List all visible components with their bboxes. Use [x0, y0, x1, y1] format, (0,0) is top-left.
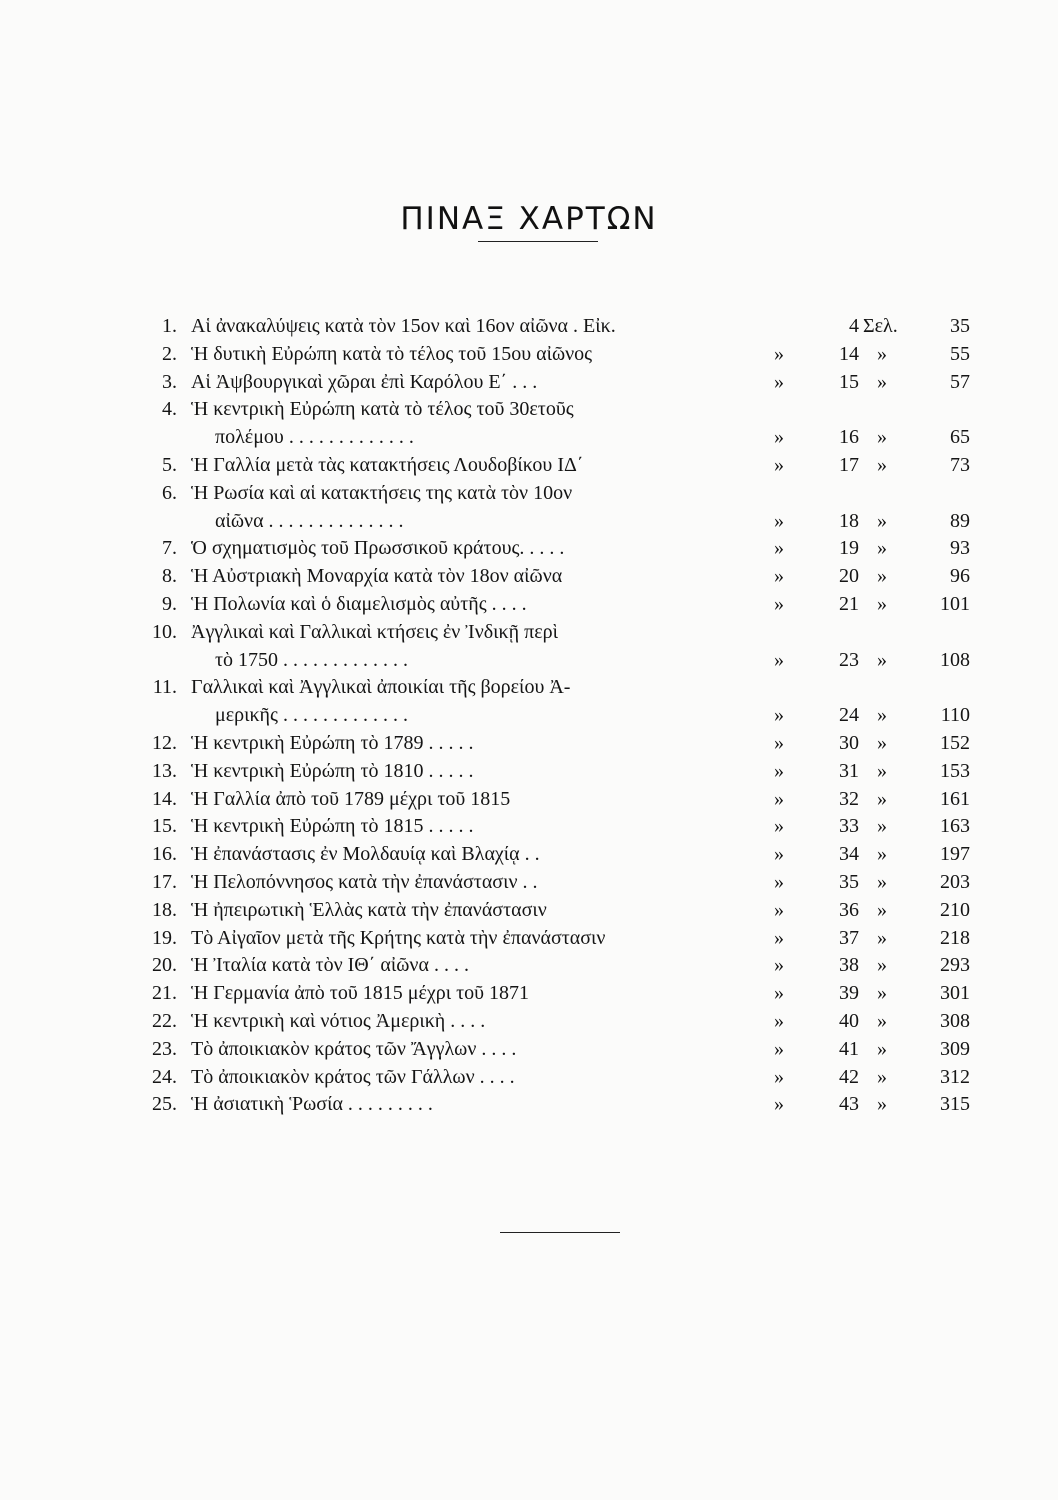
- entry-title: πολέμου . . . . . . . . . . . . .: [215, 426, 414, 449]
- entry-number: 12.: [152, 731, 177, 754]
- ditto-mark: »: [774, 426, 784, 449]
- entry-number: 1.: [162, 315, 177, 337]
- list-item: [145, 897, 975, 925]
- entry-number: 18.: [152, 898, 177, 921]
- entry-page-number: 65: [950, 426, 970, 449]
- entry-map-number: 4: [849, 315, 859, 337]
- list-item: [145, 674, 975, 702]
- page-title: ΠΙΝΑΞ ΧΑΡΤΩΝ: [400, 200, 658, 237]
- entry-map-number: 35: [839, 870, 859, 893]
- entry-title: Ἡ Γαλλία μετὰ τὰς κατακτήσεις Λουδοβίκου ΙΔ΄: [191, 453, 584, 476]
- entry-page-number: 89: [950, 509, 970, 532]
- entry-page-number: 101: [940, 592, 970, 615]
- entry-map-number: 30: [839, 731, 859, 754]
- entry-number: 13.: [152, 759, 177, 782]
- entry-map-number: 34: [839, 843, 859, 866]
- ditto-mark: »: [877, 342, 887, 365]
- entry-page-number: 308: [940, 1009, 970, 1032]
- entry-map-number: 39: [839, 982, 859, 1005]
- entry-map-number: 41: [839, 1037, 859, 1060]
- list-item: [145, 563, 975, 591]
- list-item: [145, 813, 975, 841]
- entry-number: 21.: [152, 982, 177, 1005]
- entry-number: 14.: [152, 787, 177, 810]
- entry-title: Ἡ κεντρικὴ Εὐρώπη κατὰ τὸ τέλος τοῦ 30ετοῦς: [191, 398, 574, 421]
- entry-map-number: 24: [839, 704, 859, 727]
- entry-page-number: 293: [940, 954, 970, 977]
- entry-title: Ἡ Ἰταλία κατὰ τὸν ΙΘ΄ αἰῶνα . . . .: [191, 954, 469, 977]
- ditto-mark: »: [774, 982, 784, 1005]
- list-item: [145, 396, 975, 424]
- entry-title: Ὁ σχηματισμὸς τοῦ Πρωσσικοῦ κράτους. . . . .: [191, 537, 565, 560]
- list-item: [145, 535, 975, 563]
- ditto-mark: »: [877, 954, 887, 977]
- entry-map-number: 18: [839, 509, 859, 532]
- entry-number: 3.: [162, 370, 177, 393]
- ditto-mark: »: [774, 1009, 784, 1032]
- maps-index-list: [145, 313, 975, 1119]
- list-item: [145, 1091, 975, 1119]
- list-item: [145, 508, 975, 536]
- entry-title: Τὸ ἀποικιακὸν κράτος τῶν Γάλλων . . . .: [191, 1065, 515, 1088]
- ditto-mark: »: [774, 1093, 784, 1116]
- ditto-mark: »: [877, 926, 887, 949]
- ditto-mark: »: [877, 787, 887, 810]
- ditto-mark: »: [774, 731, 784, 754]
- entry-page-number: 152: [940, 731, 970, 754]
- entry-title: Ἡ κεντρικὴ καὶ νότιος Ἀμερικὴ . . . .: [191, 1009, 486, 1032]
- entry-number: 7.: [162, 537, 177, 560]
- entry-map-number: 36: [839, 898, 859, 921]
- list-item: [145, 952, 975, 980]
- entry-page-number: 197: [940, 843, 970, 866]
- entry-title: Ἡ Ρωσία καὶ αἱ κατακτήσεις της κατὰ τὸν 10ον: [191, 481, 573, 504]
- ditto-mark: »: [877, 1037, 887, 1060]
- ditto-mark: »: [774, 537, 784, 560]
- list-item: [145, 841, 975, 869]
- list-item: [145, 341, 975, 369]
- entry-page-number: 55: [950, 342, 970, 365]
- entry-map-number: 32: [839, 787, 859, 810]
- entry-page-number: 35: [950, 315, 970, 337]
- ditto-mark: »: [877, 1093, 887, 1116]
- list-item: [145, 758, 975, 786]
- entry-title: Αἱ ἀνακαλύψεις κατὰ τὸν 15ον καὶ 16ον αἰῶνα . Εἰκ.: [191, 315, 616, 337]
- entry-number: 24.: [152, 1065, 177, 1088]
- entry-title: Αἱ Ἀψβουργικαὶ χῶραι ἐπὶ Καρόλου Ε΄ . . .: [191, 370, 538, 393]
- entry-title: Ἡ ἐπανάστασις ἐν Μολδαυίᾳ καὶ Βλαχίᾳ . .: [191, 843, 540, 866]
- ditto-mark: »: [877, 565, 887, 588]
- list-item: [145, 925, 975, 953]
- entry-map-number: 14: [839, 342, 859, 365]
- ditto-mark: »: [774, 759, 784, 782]
- ditto-mark: »: [774, 926, 784, 949]
- entry-map-number: 42: [839, 1065, 859, 1088]
- entry-map-number: 43: [839, 1093, 859, 1116]
- entry-number: 5.: [162, 453, 177, 476]
- ditto-mark: »: [774, 870, 784, 893]
- entry-map-number: 33: [839, 815, 859, 838]
- entry-page-number: 57: [950, 370, 970, 393]
- entry-number: 8.: [162, 565, 177, 588]
- entry-title: αἰῶνα . . . . . . . . . . . . . .: [215, 509, 404, 532]
- title-divider: [478, 241, 598, 242]
- entry-page-number: 210: [940, 898, 970, 921]
- ditto-mark: »: [877, 648, 887, 671]
- entry-page-number: 203: [940, 870, 970, 893]
- ditto-mark: »: [877, 537, 887, 560]
- entry-title: Ἡ κεντρικὴ Εὐρώπη τὸ 1789 . . . . .: [191, 731, 474, 754]
- ditto-mark: »: [774, 370, 784, 393]
- entry-number: 6.: [162, 481, 177, 504]
- ditto-mark: »: [774, 815, 784, 838]
- entry-map-number: 38: [839, 954, 859, 977]
- ditto-mark: »: [877, 370, 887, 393]
- ditto-mark: »: [774, 704, 784, 727]
- ditto-mark: »: [877, 815, 887, 838]
- entry-map-number: 31: [839, 759, 859, 782]
- ditto-mark: »: [774, 1065, 784, 1088]
- ditto-mark: »: [877, 453, 887, 476]
- entry-number: 25.: [152, 1093, 177, 1116]
- ditto-mark: »: [877, 982, 887, 1005]
- entry-map-number: 15: [839, 370, 859, 393]
- ditto-mark: »: [774, 453, 784, 476]
- entry-page-number: 161: [940, 787, 970, 810]
- ditto-mark: »: [877, 843, 887, 866]
- entry-page-number: 163: [940, 815, 970, 838]
- entry-number: 17.: [152, 870, 177, 893]
- ditto-mark: »: [877, 759, 887, 782]
- entry-page-number: 93: [950, 537, 970, 560]
- entry-page-number: 108: [940, 648, 970, 671]
- entry-number: 15.: [152, 815, 177, 838]
- entry-page-label: Σελ.: [863, 315, 898, 337]
- entry-number: 23.: [152, 1037, 177, 1060]
- list-item: [145, 1008, 975, 1036]
- list-item: [145, 1036, 975, 1064]
- ditto-mark: »: [877, 898, 887, 921]
- entry-number: 10.: [152, 620, 177, 643]
- entry-map-number: 21: [839, 592, 859, 615]
- entry-page-number: 110: [940, 704, 970, 727]
- entry-number: 4.: [162, 398, 177, 421]
- list-item: [145, 702, 975, 730]
- entry-page-number: 218: [940, 926, 970, 949]
- list-item: [145, 869, 975, 897]
- entry-title: Ἡ Πελοπόννησος κατὰ τὴν ἐπανάστασιν . .: [191, 870, 538, 893]
- entry-number: 2.: [162, 342, 177, 365]
- entry-title: Ἡ ἠπειρωτικὴ Ἑλλὰς κατὰ τὴν ἐπανάστασιν: [191, 898, 547, 921]
- entry-number: 9.: [162, 592, 177, 615]
- entry-title: Ἡ Γαλλία ἀπὸ τοῦ 1789 μέχρι τοῦ 1815: [191, 787, 511, 810]
- entry-number: 16.: [152, 843, 177, 866]
- list-item: [145, 647, 975, 675]
- ditto-mark: »: [774, 787, 784, 810]
- list-item: [145, 591, 975, 619]
- entry-page-number: 96: [950, 565, 970, 588]
- list-item: [145, 452, 975, 480]
- ditto-mark: »: [774, 592, 784, 615]
- ditto-mark: »: [877, 704, 887, 727]
- entry-number: 19.: [152, 926, 177, 949]
- ditto-mark: »: [774, 843, 784, 866]
- ditto-mark: »: [877, 1065, 887, 1088]
- ditto-mark: »: [774, 565, 784, 588]
- entry-map-number: 40: [839, 1009, 859, 1032]
- ditto-mark: »: [877, 592, 887, 615]
- ditto-mark: »: [877, 509, 887, 532]
- entry-title: Ἡ κεντρικὴ Εὐρώπη τὸ 1815 . . . . .: [191, 815, 474, 838]
- entry-title: μερικῆς . . . . . . . . . . . . .: [215, 704, 408, 727]
- entry-map-number: 16: [839, 426, 859, 449]
- entry-title: Τὸ ἀποικιακὸν κράτος τῶν Ἄγγλων . . . .: [191, 1037, 517, 1060]
- entry-page-number: 309: [940, 1037, 970, 1060]
- entry-title: Ἡ Γερμανία ἀπὸ τοῦ 1815 μέχρι τοῦ 1871: [191, 982, 530, 1005]
- entry-title: Ἡ Αὐστριακὴ Μοναρχία κατὰ τὸν 18ον αἰῶνα: [191, 565, 563, 588]
- entry-page-number: 73: [950, 453, 970, 476]
- entry-number: 22.: [152, 1009, 177, 1032]
- ditto-mark: »: [774, 509, 784, 532]
- entry-title: Ἡ κεντρικὴ Εὐρώπη τὸ 1810 . . . . .: [191, 759, 474, 782]
- entry-map-number: 37: [839, 926, 859, 949]
- entry-title: Ἡ ἀσιατικὴ Ῥωσία . . . . . . . . .: [191, 1093, 433, 1116]
- list-item: [145, 786, 975, 814]
- list-item: [145, 1064, 975, 1092]
- entry-map-number: 17: [839, 453, 859, 476]
- list-item: [145, 980, 975, 1008]
- entry-title: Γαλλικαὶ καὶ Ἀγγλικαὶ ἀποικίαι τῆς βορείου Ἀ-: [191, 676, 571, 699]
- ditto-mark: »: [877, 426, 887, 449]
- list-item: [145, 730, 975, 758]
- ditto-mark: »: [877, 1009, 887, 1032]
- list-item: [145, 313, 975, 341]
- entry-page-number: 301: [940, 982, 970, 1005]
- ditto-mark: »: [774, 954, 784, 977]
- list-item: [145, 619, 975, 647]
- ditto-mark: »: [774, 898, 784, 921]
- entry-title: Τὸ Αἰγαῖον μετὰ τῆς Κρήτης κατὰ τὴν ἐπανάστασιν: [191, 926, 606, 949]
- entry-title: Ἀγγλικαὶ καὶ Γαλλικαὶ κτήσεις ἐν Ἰνδικῇ περὶ: [191, 620, 558, 643]
- entry-title: Ἡ δυτικὴ Εὐρώπη κατὰ τὸ τέλος τοῦ 15ου αἰῶνος: [191, 342, 593, 365]
- ditto-mark: »: [774, 342, 784, 365]
- entry-map-number: 20: [839, 565, 859, 588]
- ditto-mark: »: [774, 648, 784, 671]
- entry-page-number: 312: [940, 1065, 970, 1088]
- entry-map-number: 19: [839, 537, 859, 560]
- entry-number: 20.: [152, 954, 177, 977]
- ditto-mark: »: [877, 870, 887, 893]
- entry-page-number: 153: [940, 759, 970, 782]
- list-item: [145, 424, 975, 452]
- entry-number: 11.: [152, 676, 177, 699]
- ditto-mark: »: [877, 731, 887, 754]
- entry-page-number: 315: [940, 1093, 970, 1116]
- entry-map-number: 23: [839, 648, 859, 671]
- entry-title: τὸ 1750 . . . . . . . . . . . . .: [215, 648, 409, 671]
- list-item: [145, 480, 975, 508]
- ditto-mark: »: [774, 1037, 784, 1060]
- end-divider: [500, 1232, 620, 1233]
- entry-title: Ἡ Πολωνία καὶ ὁ διαμελισμὸς αὐτῆς . . . .: [191, 592, 527, 615]
- list-item: [145, 369, 975, 397]
